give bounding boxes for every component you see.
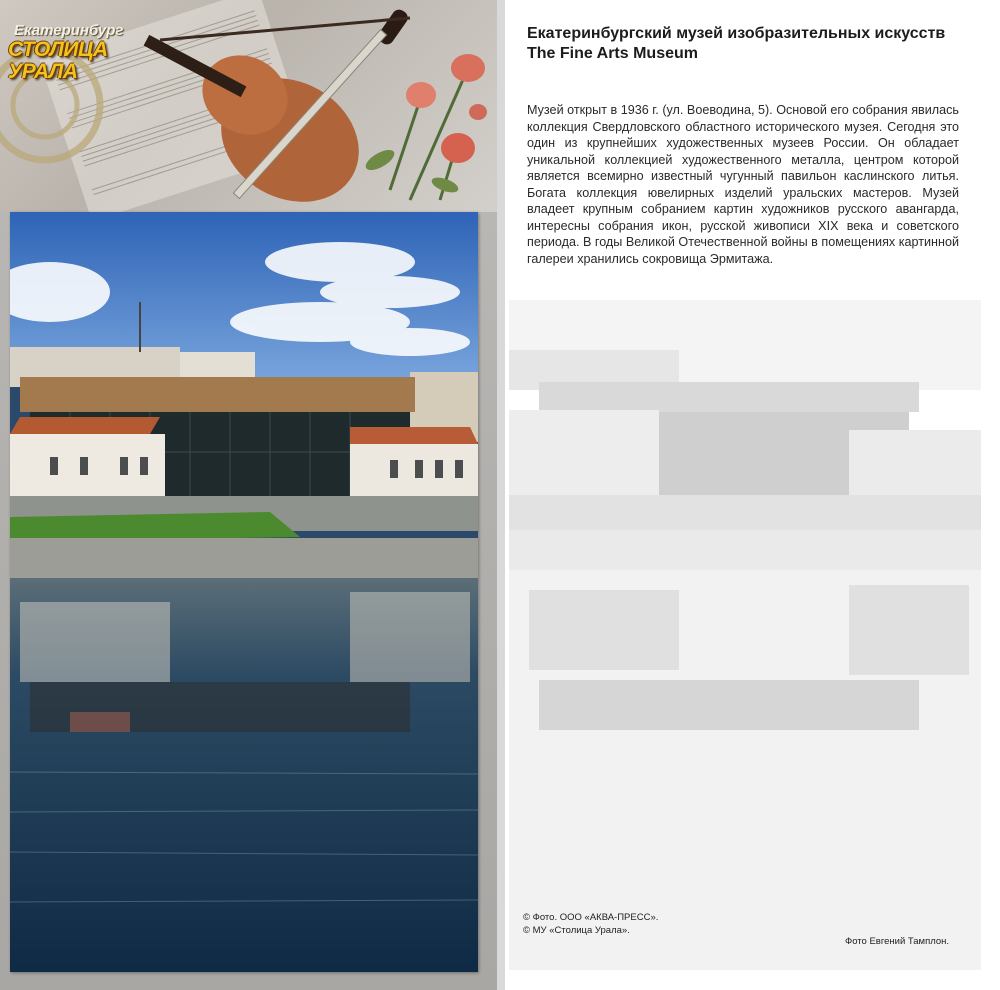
copyright-credits (523, 911, 658, 937)
header-still-life-image (0, 0, 497, 212)
stolitsa-urala-logo (8, 22, 128, 83)
logo-city-text: Екатеринбург (14, 22, 124, 39)
credit-photo-company: © Фото. ООО «АКВА-ПРЕСС». (523, 912, 659, 923)
logo-name-line2: УРАЛА (8, 60, 78, 83)
museum-photo (10, 212, 478, 972)
faded-museum-photo (509, 300, 981, 970)
title-english: The Fine Arts Museum (527, 45, 698, 62)
postcard-back (505, 0, 1000, 990)
title-russian: Екатеринбургский музей изобразительных искусств (527, 25, 946, 42)
museum-title (527, 24, 967, 64)
river-steps (10, 538, 478, 578)
logo-name-line1: СТОЛИЦА (8, 38, 108, 61)
credit-municipal: © МУ «Столица Урала». (523, 925, 630, 936)
postcard-front (0, 0, 497, 990)
museum-description: Музей открыт в 1936 г. (ул. Воеводина, 5). Основой его собрания явилась коллекция Свердловского областного исторического музея. Сегодня это один из крупнейших художественных музеев России. Он обладает уникальной коллекцией художественного металла, центром которой является всемирно известный чугунный павильон каслинского литья. Богата коллекция ювелирных изделий уральских мастеров. Музей владеет крупным собранием картин художников русского авангарда, интересны собрания икон, русской живописи XIX века и советского периода. В годы Великой Отечественной войны в помещениях картинной галереи хранились сокровища Эрмитажа. (527, 103, 959, 266)
faded-museum-scene (509, 300, 981, 970)
museum-riverside-scene (10, 212, 478, 972)
roses (363, 54, 487, 200)
grass-lawn (10, 512, 300, 542)
photographer-credit: Фото Евгений Тамплон. (845, 936, 950, 947)
